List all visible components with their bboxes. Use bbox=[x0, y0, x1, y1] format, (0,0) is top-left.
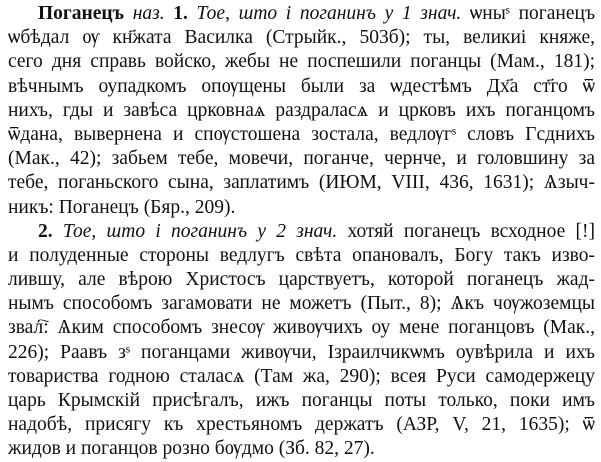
sense-2-line-1 bbox=[8, 220, 595, 244]
sense-1-text: (Мак., 42); забьем тебе, мовечи, поганче, чернче, и головшину за bbox=[8, 148, 595, 170]
sense-1-text: ѡбѣдал ѹ кн҃жата Василка (Стрыйк., 503б); ты, великиі княже, bbox=[8, 27, 595, 49]
headword: Поганецъ bbox=[38, 3, 125, 24]
sense-1-text: нихъ, гды и завѣса црковнаѧ раздраласѧ и црковъ ихъ поганцомъ bbox=[8, 99, 595, 121]
sense-2-text: и полуденные стороны ведлугъ свѣта опановалъ, Богу такъ изво- bbox=[8, 244, 595, 266]
sense-1-number: 1. bbox=[173, 3, 188, 24]
sense-2-text: жидов и поганцов розно бѹдмо (Зб. 82, 27). bbox=[8, 438, 375, 460]
dictionary-entry bbox=[8, 2, 595, 462]
sense-2-definition: Тое, што і поганинъ у 2 знач. bbox=[62, 220, 338, 242]
grammar-label: наз. bbox=[132, 3, 165, 24]
sense-1-definition: Тое, што і поганинъ у 1 знач. bbox=[196, 3, 462, 24]
sense-2-text: надобѣ, присягу къ хрестьяномъ держатъ (АЗР, V, 21, 1635); ѿ bbox=[8, 414, 595, 436]
sense-1-text: сего дня справь войско, жебы не поспешили поганцы (Мам., 181); bbox=[8, 51, 595, 73]
sense-2-text: царь Крымскій присѣгалъ, ижъ поганцы поты только, поки имъ bbox=[8, 390, 595, 411]
sense-2-text: нымъ способомъ загамовати не можетъ (Пыт., 8); Ѧкъ чѹжоземцы bbox=[8, 293, 595, 315]
sense-2-text: 226); Раавъ зˢ поганцами живѹчи, Ізраилчикѡмъ оувѣрила и ихъ bbox=[8, 341, 595, 363]
sense-2-number: 2. bbox=[38, 220, 53, 242]
sense-1-text: никъ: Поганецъ (Бяр., 209). bbox=[8, 196, 236, 218]
sense-1-text: ѡныˢ поганецъ bbox=[469, 3, 596, 24]
sense-1-text: вѣчнымъ оупадкомъ опѹщены были за ѡдестѣмъ Дх҃а ст҃го ѿ bbox=[8, 75, 595, 97]
sense-2-text: звал҇: Ѧким способомъ знесѹ живѹчихъ оу мене поганцовъ (Мак., bbox=[8, 317, 595, 339]
sense-1-text: тебе, поганьского сына, заплатимъ (ИЮМ, VIII, 436, 1631); Ѧзыч- bbox=[8, 172, 595, 194]
sense-1-text: ѿдана, вывернена и спѹстошена зостала, ведлѹгˢ словъ Гсднихъ bbox=[8, 123, 595, 145]
sense-2-text: товариства годною сталасѧ (Там жа, 290); всея Руси самодержецу bbox=[8, 365, 595, 387]
entry-line-1 bbox=[8, 2, 595, 26]
sense-2-text: лившу, але вѣрою Христосъ царствуетъ, которой поганецъ жад- bbox=[8, 269, 595, 291]
sense-2-text: хотяй поганецъ всходное [!] bbox=[347, 220, 595, 242]
